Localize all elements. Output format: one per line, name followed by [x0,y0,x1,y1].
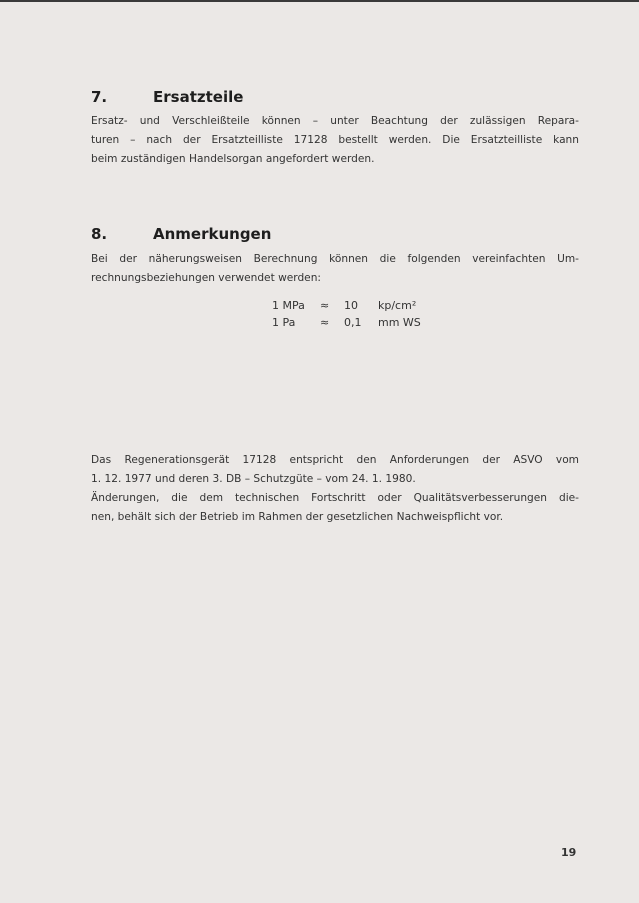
text-line: Bei der näherungsweisen Berechnung können die folgenden vereinfachten Um- [91,253,579,265]
section-8-paragraph [91,250,579,288]
text-line: Das Regenerationsgerät 17128 entspricht den Anforderungen der ASVO vom [91,454,579,466]
section-7-paragraph [91,112,579,169]
approx-symbol: ≈ [320,316,330,329]
approx-symbol: ≈ [320,299,330,312]
section-number: 7. [91,88,108,106]
section-8-heading [91,225,271,243]
page-number: 19 [561,846,577,859]
conversion-row [272,314,421,331]
notice-paragraph [91,451,579,527]
conversion-left: 1 MPa [272,299,305,312]
conversion-unit: mm WS [378,316,421,329]
text-line: Änderungen, die dem technischen Fortschritt oder Qualitätsverbesserungen die- [91,492,579,504]
conversion-value: 10 [344,299,358,312]
text-line: beim zuständigen Handelsorgan angefordert werden. [91,153,375,165]
text-line: 1. 12. 1977 und deren 3. DB – Schutzgüte – vom 24. 1. 1980. [91,473,416,485]
text-line: rechnungsbeziehungen verwendet werden: [91,272,321,284]
text-line: turen – nach der Ersatzteilliste 17128 bestellt werden. Die Ersatzteilliste kann [91,134,579,146]
section-number: 8. [91,225,108,243]
conversion-left: 1 Pa [272,316,296,329]
section-title: Anmerkungen [153,225,272,243]
section-7-heading [91,88,243,106]
conversion-row [272,297,421,314]
text-line: Ersatz- und Verschleißteile können – unter Beachtung der zulässigen Repara- [91,115,579,127]
conversion-formulas [272,297,421,331]
conversion-value: 0,1 [344,316,362,329]
section-title: Ersatzteile [153,88,244,106]
page-edge-line [0,0,639,2]
conversion-unit: kp/cm² [378,299,417,312]
text-line: nen, behält sich der Betrieb im Rahmen der gesetzlichen Nachweispflicht vor. [91,511,504,523]
